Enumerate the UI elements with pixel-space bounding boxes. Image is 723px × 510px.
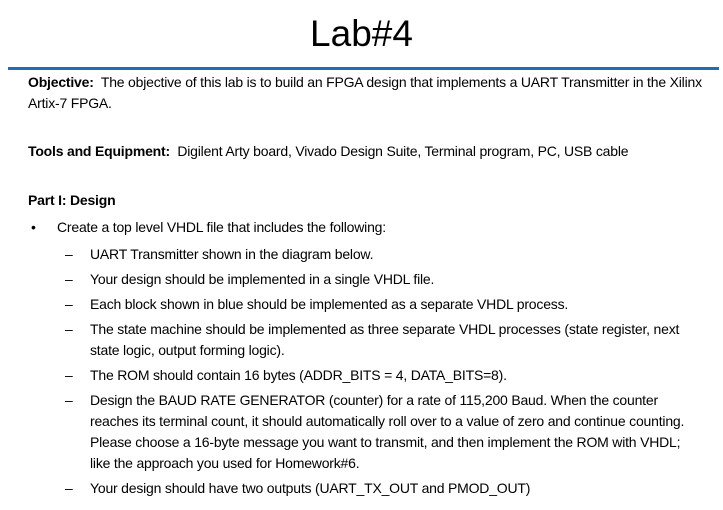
sub-item-text: The ROM should contain 16 bytes (ADDR_BITS = 4, DATA_BITS=8). <box>90 367 507 383</box>
dash-marker: – <box>65 321 73 337</box>
list-item-text: Create a top level VHDL file that includes the following: <box>57 219 386 235</box>
objective-paragraph <box>28 72 708 114</box>
objective-label: Objective: <box>28 74 94 90</box>
page-title: Lab#4 <box>310 13 413 54</box>
sub-list-item <box>28 390 698 474</box>
dash-marker: – <box>65 246 73 262</box>
sub-item-text: The state machine should be implemented as three separate VHDL processes (state register, next state logic, output forming logic). <box>90 321 680 358</box>
sub-item-text: Your design should be implemented in a single VHDL file. <box>90 271 435 287</box>
objective-text: The objective of this lab is to build an FPGA design that implements a UART Transmitter in the Xilinx Artix-7 FPGA. <box>28 74 702 111</box>
sub-list-item <box>28 294 698 315</box>
tools-paragraph <box>28 141 708 162</box>
part1-heading: Part I: Design <box>28 192 116 208</box>
sub-item-text: Design the BAUD RATE GENERATOR (counter) for a rate of 115,200 Baud. When the counter reaches its terminal count, it should automatically roll over to a value of zero and continue counting. Please choose a 16-byte message you want to transmit, and then implement the ROM with VHDL; like the approach you used for Homework#6. <box>90 392 685 471</box>
tools-label: Tools and Equipment: <box>28 143 170 159</box>
sub-list-item <box>28 269 698 290</box>
dash-marker: – <box>65 367 73 383</box>
sub-list-item <box>28 365 698 386</box>
sub-list-item <box>28 244 698 265</box>
sub-list-item <box>28 478 698 499</box>
sub-item-text: Each block shown in blue should be implemented as a separate VHDL process. <box>90 296 569 312</box>
list-item <box>28 217 698 238</box>
tools-text: Digilent Arty board, Vivado Design Suite, Terminal program, PC, USB cable <box>177 143 629 159</box>
sub-list-item <box>28 319 698 361</box>
title-divider <box>8 67 719 70</box>
dash-marker: – <box>65 392 73 408</box>
dash-marker: – <box>65 271 73 287</box>
dash-marker: – <box>65 296 73 312</box>
bullet-marker: • <box>31 219 36 235</box>
sub-item-text: UART Transmitter shown in the diagram below. <box>90 246 374 262</box>
design-list <box>28 217 698 503</box>
dash-marker: – <box>65 480 73 496</box>
sub-item-text: Your design should have two outputs (UART_TX_OUT and PMOD_OUT) <box>90 480 531 496</box>
